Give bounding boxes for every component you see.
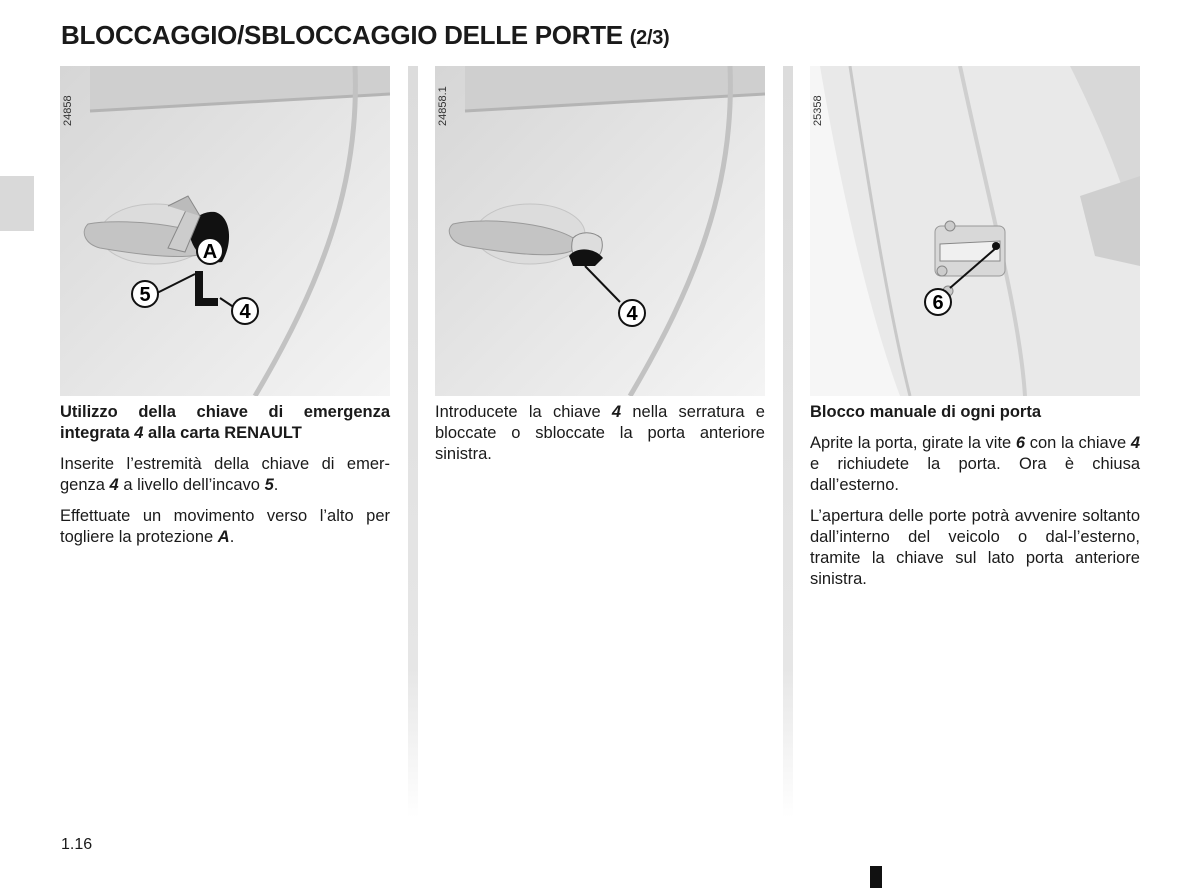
figure-key-in-lock bbox=[435, 66, 765, 396]
page-edge-mark bbox=[870, 866, 882, 888]
column-1-heading: Utilizzo della chiave di emergenza integrata 4 alla carta RENAULT bbox=[60, 403, 390, 442]
figure-code: 24858 bbox=[62, 95, 74, 126]
section-tab bbox=[0, 176, 34, 231]
title-text: BLOCCAGGIO/SBLOCCAGGIO DELLE PORTE bbox=[61, 20, 623, 50]
column-divider-2 bbox=[783, 66, 793, 818]
callout-4 bbox=[232, 298, 258, 324]
column-1-paragraph-2: Effettuate un movimento verso l’alto per togliere la protezione A. bbox=[60, 507, 390, 546]
figure-door-handle-emergency-key bbox=[60, 66, 390, 396]
callout-5 bbox=[132, 281, 158, 307]
callout-6 bbox=[925, 289, 951, 315]
page-title bbox=[61, 20, 669, 51]
column-3-heading: Blocco manuale di ogni porta bbox=[810, 403, 1042, 421]
callout-4-label: 4 bbox=[239, 301, 251, 323]
callout-markers bbox=[60, 66, 390, 396]
callout-markers bbox=[810, 66, 1140, 396]
column-3-paragraph-2: L’apertura delle porte potrà avvenire soltanto dall’interno del veicolo o dal-l’esterno, tramite la chiave sul lato porta anteriore sinistra. bbox=[810, 507, 1140, 588]
callout-6-label: 6 bbox=[932, 292, 944, 314]
column-2-paragraph-1: Introducete la chiave 4 nella serratura e bloccate o sbloccate la porta anteriore sinistra. bbox=[435, 403, 765, 463]
column-1-text bbox=[60, 402, 390, 558]
figure-manual-door-lock bbox=[810, 66, 1140, 396]
callout-5-label: 5 bbox=[139, 284, 151, 306]
title-suffix: (2/3) bbox=[629, 27, 670, 49]
figure-code: 24858.1 bbox=[437, 86, 449, 126]
page-number: 1.16 bbox=[61, 836, 93, 853]
callout-a bbox=[197, 238, 223, 264]
column-3-paragraph-1: Aprite la porta, girate la vite 6 con la chiave 4 e richiudete la porta. Ora è chiusa dall’esterno. bbox=[810, 434, 1140, 494]
callout-4 bbox=[619, 300, 645, 326]
column-divider-1 bbox=[408, 66, 418, 818]
column-3-text bbox=[810, 402, 1140, 600]
column-2-text bbox=[435, 402, 765, 475]
callout-markers bbox=[435, 66, 765, 396]
callout-4-label: 4 bbox=[626, 303, 638, 325]
figure-code: 25358 bbox=[812, 95, 824, 126]
column-1-paragraph-1: Inserite l’estremità della chiave di emer-genza 4 a livello dell’incavo 5. bbox=[60, 455, 390, 494]
callout-a-label: A bbox=[202, 241, 218, 263]
